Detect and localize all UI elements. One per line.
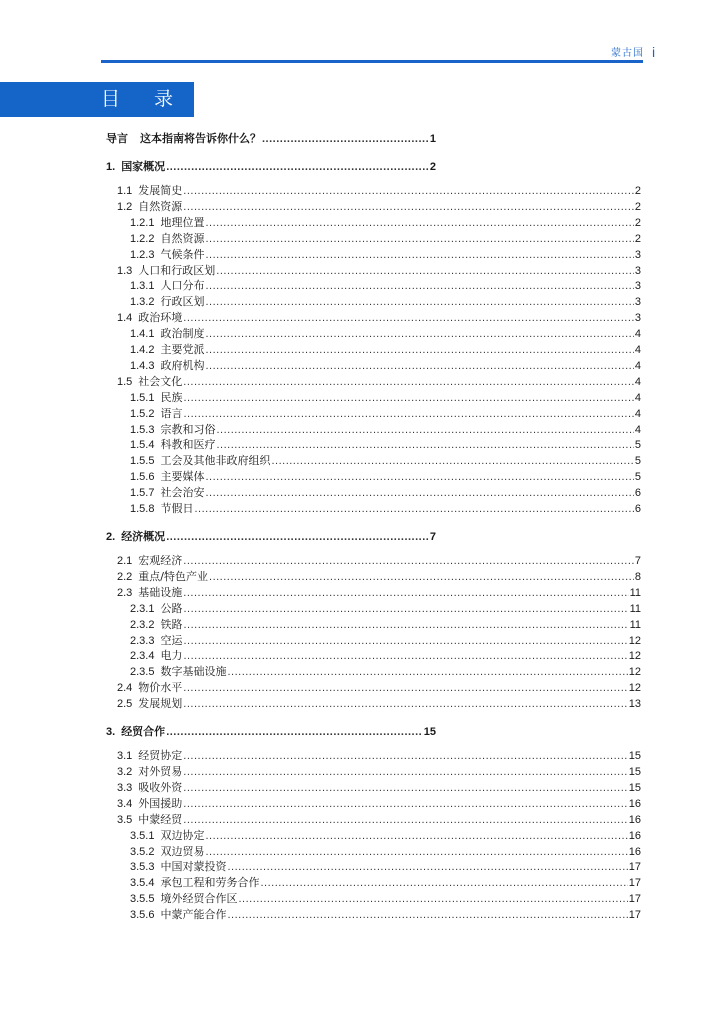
toc-entry-page: 17 — [628, 893, 641, 906]
toc-entry-page: 12 — [628, 634, 641, 647]
toc-entry-number: 1.2 — [117, 200, 133, 213]
toc-leader-dots — [205, 296, 633, 308]
toc-entry-title: 重点/特色产业 — [138, 569, 209, 583]
toc-entry-title: 人口和行政区划 — [138, 263, 216, 277]
toc-entry[interactable] — [117, 568, 641, 584]
toc-entry[interactable] — [130, 277, 641, 293]
toc-entry-number: 1.5.5 — [130, 455, 155, 468]
toc-entry-number: 2.3.5 — [130, 666, 155, 679]
toc-entry-number: 1.3.2 — [130, 296, 155, 309]
toc-entry-number: 1.2.1 — [130, 216, 155, 229]
toc-entry-title: 自然资源 — [160, 231, 205, 245]
toc-entry-title: 对外贸易 — [138, 765, 183, 778]
toc-entry-number: 1. — [106, 161, 116, 173]
toc-entry-page: 2 — [634, 216, 641, 229]
toc-entry-number: 1.4 — [117, 312, 133, 325]
toc-entry[interactable] — [117, 795, 641, 811]
toc-entry[interactable] — [117, 695, 641, 711]
toc-entry-page: 3 — [634, 312, 641, 325]
toc-entry-title: 主要媒体 — [160, 470, 205, 484]
toc-entry-title: 社会文化 — [138, 374, 183, 388]
toc-entry[interactable] — [130, 858, 641, 874]
toc-entry-page: 15 — [628, 750, 641, 763]
toc-leader-dots — [183, 408, 633, 420]
toc-entry-page: 16 — [628, 797, 641, 810]
toc-entry-number: 3.5 — [117, 813, 133, 826]
toc-entry-number: 3.5.6 — [130, 909, 155, 922]
toc-entry-page: 5 — [634, 439, 641, 452]
toc-entry-number: 1.5.3 — [130, 423, 155, 436]
toc-leader-dots — [183, 392, 633, 404]
toc-entry-page: 4 — [634, 391, 641, 404]
toc-entry[interactable] — [106, 723, 436, 739]
toc-entry[interactable] — [130, 484, 641, 500]
toc-leader-dots — [183, 682, 627, 694]
toc-entry-title: 中蒙经贸 — [138, 812, 183, 826]
toc-entry-title: 经济概况 — [121, 530, 166, 543]
toc-entry[interactable] — [130, 357, 641, 373]
toc-entry-title: 节假日 — [160, 502, 194, 515]
toc-entry[interactable] — [106, 130, 436, 146]
toc-entry[interactable] — [130, 436, 641, 452]
toc-leader-dots — [205, 217, 633, 229]
toc-entry-number: 3.1 — [117, 750, 133, 763]
toc-entry[interactable] — [117, 552, 641, 568]
toc-leader-dots — [205, 487, 633, 499]
toc-entry-title: 经贸合作 — [121, 725, 166, 739]
toc-entry-page: 2 — [429, 161, 436, 173]
toc-leader-dots — [216, 265, 634, 277]
toc-entry[interactable] — [117, 584, 641, 600]
toc-entry-page: 17 — [628, 909, 641, 922]
toc-entry-page: 3 — [634, 264, 641, 277]
toc-entry-title: 语言 — [160, 406, 183, 420]
toc-entry-page: 16 — [628, 845, 641, 858]
toc-entry-page: 15 — [628, 781, 641, 794]
toc-leader-dots — [183, 698, 627, 710]
toc-leader-dots — [183, 619, 628, 631]
toc-entry-number: 1.5.8 — [130, 503, 155, 515]
toc-entry-number: 3.3 — [117, 781, 133, 794]
toc-entry-number: 1.5 — [117, 375, 133, 388]
toc-entry-page: 12 — [628, 666, 641, 679]
toc-entry-title: 发展简史 — [138, 184, 183, 197]
toc-leader-dots — [227, 666, 627, 678]
toc-entry-number: 2.3 — [117, 586, 133, 599]
toc-entry-number: 导言 — [106, 133, 128, 145]
toc-entry-page: 4 — [634, 328, 641, 341]
toc-leader-dots — [227, 861, 627, 873]
toc-entry-page: 7 — [429, 531, 436, 543]
toc-entry[interactable] — [130, 389, 641, 405]
toc-entry-title: 政府机构 — [160, 358, 205, 372]
toc-entry-title: 自然资源 — [138, 199, 183, 213]
toc-entry[interactable] — [117, 198, 641, 214]
toc-entry[interactable] — [130, 906, 641, 922]
toc-entry-number: 3.4 — [117, 797, 133, 810]
toc-entry-title: 电力 — [160, 649, 183, 663]
toc-leader-dots — [183, 185, 634, 197]
toc-entry-page: 4 — [634, 375, 641, 388]
toc-entry-number: 3.5.2 — [130, 845, 155, 858]
toc-entry-title: 这本指南将告诉你什么？ — [140, 132, 261, 145]
toc-entry-title: 境外经贸合作区 — [160, 892, 238, 906]
toc-leader-dots — [205, 344, 633, 356]
toc-entry[interactable] — [130, 468, 641, 484]
toc-entry-title: 承包工程和劳务合作 — [160, 876, 260, 890]
toc-entry[interactable] — [117, 763, 641, 779]
toc-banner: 目 录 — [0, 82, 194, 117]
toc-leader-dots — [166, 161, 429, 173]
toc-entry[interactable] — [117, 779, 641, 795]
toc-entry[interactable] — [130, 827, 641, 843]
toc-entry-title: 主要党派 — [160, 343, 205, 356]
toc-entry[interactable] — [130, 452, 641, 468]
toc-entry-number: 1.5.6 — [130, 471, 155, 484]
toc-leader-dots — [183, 603, 628, 615]
toc-entry-page: 17 — [628, 861, 641, 874]
toc-entry-number: 3.5.1 — [130, 829, 155, 842]
toc-leader-dots — [183, 814, 627, 826]
toc-entry-title: 宗教和习俗 — [160, 422, 216, 436]
toc-entry-number: 2.3.1 — [130, 602, 155, 615]
toc-entry-title: 物价水平 — [138, 681, 183, 695]
toc-entry-number: 1.4.3 — [130, 359, 155, 372]
toc-entry-title: 数字基础设施 — [160, 665, 227, 679]
toc-leader-dots — [227, 909, 627, 921]
toc-entry[interactable] — [117, 182, 641, 198]
toc-entry-title: 铁路 — [160, 617, 183, 631]
toc-entry[interactable] — [130, 632, 641, 648]
toc-entry-page: 17 — [628, 877, 641, 890]
toc-entry[interactable] — [117, 309, 641, 325]
toc-entry-page: 3 — [634, 280, 641, 293]
toc-entry-page: 8 — [634, 570, 641, 583]
toc-entry-page: 6 — [634, 503, 641, 515]
toc-entry-title: 气候条件 — [160, 247, 205, 261]
toc-entry-title: 经贸协定 — [138, 749, 183, 763]
toc-leader-dots — [205, 328, 633, 340]
toc-entry-number: 1.5.1 — [130, 391, 155, 404]
toc-leader-dots — [205, 360, 633, 372]
toc-leader-dots — [205, 280, 633, 292]
toc-entry-page: 15 — [628, 766, 641, 778]
toc-entry-number: 2.5 — [117, 698, 133, 711]
toc-entry[interactable] — [130, 405, 641, 421]
toc-entry[interactable] — [130, 230, 641, 246]
toc-leader-dots — [183, 782, 627, 794]
toc-entry[interactable] — [130, 616, 641, 632]
toc-entry-number: 1.2.2 — [130, 232, 155, 245]
toc-entry-page: 5 — [634, 471, 641, 484]
toc-entry-number: 2.1 — [117, 555, 133, 567]
toc-entry[interactable] — [130, 890, 641, 906]
toc-entry-page: 12 — [628, 650, 641, 663]
toc-leader-dots — [183, 376, 634, 388]
toc-entry[interactable] — [117, 262, 641, 278]
toc-entry-title: 人口分布 — [160, 279, 205, 293]
toc-leader-dots — [205, 846, 627, 858]
toc-entry-number: 1.3.1 — [130, 280, 155, 293]
toc-entry-page: 15 — [423, 726, 436, 739]
toc-leader-dots — [216, 439, 633, 451]
toc-entry-title: 政治制度 — [160, 327, 205, 341]
toc-leader-dots — [205, 830, 627, 842]
toc-entry-title: 工会及其他非政府组织 — [160, 454, 271, 468]
toc-entry-page: 7 — [634, 555, 641, 567]
toc-leader-dots — [166, 726, 423, 738]
toc-entry-page: 11 — [629, 618, 641, 631]
toc-leader-dots — [209, 571, 634, 583]
toc-entry[interactable] — [117, 373, 641, 389]
toc-entry[interactable] — [130, 325, 641, 341]
toc-entry-title: 公路 — [160, 601, 183, 615]
toc-entry-number: 1.1 — [117, 185, 133, 197]
toc-entry-number: 2.3.2 — [130, 618, 155, 631]
toc-entry-page: 2 — [634, 200, 641, 213]
toc-entry-number: 3. — [106, 726, 116, 739]
toc-entry-title: 国家概况 — [121, 160, 166, 173]
toc-leader-dots — [183, 650, 627, 662]
toc-leader-dots — [183, 312, 634, 324]
toc-leader-dots — [271, 455, 633, 467]
toc-entry[interactable] — [130, 293, 641, 309]
toc-entry-page: 3 — [634, 296, 641, 309]
toc-entry[interactable] — [130, 214, 641, 230]
toc-leader-dots — [183, 201, 634, 213]
toc-entry[interactable] — [130, 843, 641, 859]
toc-leader-dots — [183, 798, 627, 810]
toc-entry-title: 民族 — [160, 390, 183, 404]
toc-entry-title: 双边贸易 — [160, 844, 205, 858]
toc-entry-page: 4 — [634, 344, 641, 356]
toc-entry[interactable] — [117, 811, 641, 827]
toc-entry-page: 4 — [634, 423, 641, 436]
toc-leader-dots — [262, 133, 429, 145]
toc-entry-title: 发展规划 — [138, 697, 183, 711]
toc-entry-title: 双边协定 — [160, 828, 205, 842]
toc-entry-number: 1.3 — [117, 264, 133, 277]
toc-leader-dots — [194, 503, 633, 515]
toc-entry-number: 2.2 — [117, 570, 133, 583]
toc-entry-title: 基础设施 — [138, 585, 183, 599]
header-rule — [101, 60, 643, 63]
toc-entry-page: 3 — [634, 248, 641, 261]
toc-entry-title: 宏观经济 — [138, 554, 183, 567]
toc-entry-page: 4 — [634, 407, 641, 420]
toc-entry[interactable] — [130, 341, 641, 357]
toc-entry-title: 行政区划 — [160, 295, 205, 309]
toc-entry-number: 2.3.4 — [130, 650, 155, 663]
toc-entry-title: 中国对蒙投资 — [160, 860, 227, 874]
toc-leader-dots — [205, 249, 633, 261]
toc-entry-title: 空运 — [160, 633, 183, 647]
toc-leader-dots — [183, 766, 627, 778]
toc-entry-page: 5 — [634, 455, 641, 468]
toc-leader-dots — [238, 893, 627, 905]
toc-entry-title: 社会治安 — [160, 486, 205, 500]
toc-leader-dots — [216, 424, 633, 436]
toc-entry-number: 1.5.4 — [130, 439, 155, 452]
toc-entry-number: 1.5.7 — [130, 487, 155, 500]
toc-entry-number: 1.4.2 — [130, 344, 155, 356]
toc-entry-page: 16 — [628, 829, 641, 842]
toc-leader-dots — [183, 587, 628, 599]
toc-leader-dots — [205, 233, 633, 245]
toc-entry-page: 2 — [634, 185, 641, 197]
toc-leader-dots — [183, 555, 634, 567]
toc-entry[interactable] — [106, 528, 436, 544]
page-number: i — [652, 44, 656, 60]
toc-entry[interactable] — [130, 874, 641, 890]
toc-entry[interactable] — [117, 747, 641, 763]
toc-entry-title: 地理位置 — [160, 215, 205, 229]
toc-entry-number: 2. — [106, 531, 116, 543]
toc-entry-number: 2.3.3 — [130, 634, 155, 647]
toc-entry-page: 11 — [629, 586, 641, 599]
toc-leader-dots — [260, 877, 627, 889]
toc-entry-page: 12 — [628, 682, 641, 695]
toc-entry-number: 3.5.5 — [130, 893, 155, 906]
toc-entry-page: 1 — [429, 133, 436, 145]
toc-entry-number: 1.2.3 — [130, 248, 155, 261]
toc-entry[interactable] — [130, 647, 641, 663]
toc-entry-number: 3.5.3 — [130, 861, 155, 874]
toc-entry[interactable] — [130, 421, 641, 437]
toc-entry-number: 2.4 — [117, 682, 133, 695]
toc-entry[interactable] — [117, 679, 641, 695]
toc-entry-title: 科教和医疗 — [160, 438, 216, 452]
toc-entry-title: 吸收外资 — [138, 780, 183, 794]
toc-entry-page: 11 — [629, 602, 641, 615]
toc-entry-title: 外国援助 — [138, 796, 183, 810]
toc-leader-dots — [166, 531, 429, 543]
toc-entry-title: 政治环境 — [138, 311, 183, 325]
toc-entry-page: 6 — [634, 487, 641, 500]
header-title: 蒙古国 — [611, 48, 644, 59]
toc-entry-page: 2 — [634, 232, 641, 245]
toc-leader-dots — [183, 750, 627, 762]
toc-entry-page: 16 — [628, 813, 641, 826]
toc-entry-page: 13 — [628, 698, 641, 711]
toc-entry-title: 中蒙产能合作 — [160, 908, 227, 922]
toc-entry[interactable] — [130, 246, 641, 262]
toc-entry-number: 1.4.1 — [130, 328, 155, 341]
toc-entry[interactable] — [130, 663, 641, 679]
toc-entry-page: 4 — [634, 359, 641, 372]
toc-entry[interactable] — [130, 500, 641, 516]
toc-entry-number: 3.2 — [117, 766, 133, 778]
toc-leader-dots — [183, 635, 627, 647]
toc-entry[interactable] — [106, 158, 436, 174]
toc-entry-number: 1.5.2 — [130, 407, 155, 420]
toc-entry-number: 3.5.4 — [130, 877, 155, 890]
toc-entry[interactable] — [130, 600, 641, 616]
toc-leader-dots — [205, 471, 633, 483]
